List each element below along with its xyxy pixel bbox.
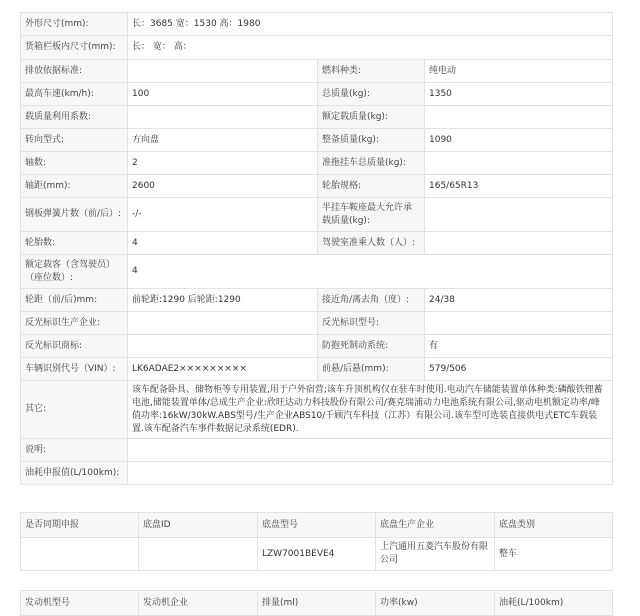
tires-label: 轮胎数: <box>21 232 128 255</box>
spec-row-fuel-consumption <box>21 462 613 485</box>
spec-row-steering <box>21 129 613 152</box>
chassis-header-cell: 是否同期申报 <box>21 513 139 538</box>
abs-value: 有 <box>425 335 613 358</box>
vin-value: LK6ADAE2××××××××× <box>128 358 318 381</box>
engine-header-cell: 发动机企业 <box>139 591 258 616</box>
rated-pass-label: 额定载客（含驾驶员）（座位数）: <box>21 255 128 289</box>
curb-mass-label: 整备质量(kg): <box>318 129 425 152</box>
spec-row-dimensions <box>21 13 613 36</box>
tire-spec-value: 165/65R13 <box>425 175 613 198</box>
load-util-value <box>128 106 318 129</box>
rated-load-label: 额定载质量(kg): <box>318 106 425 129</box>
engine-header-cell: 油耗(L/100km) <box>495 591 613 616</box>
chassis-header-cell: 底盘ID <box>139 513 258 538</box>
spec-row-note <box>21 439 613 462</box>
leaf-spring-label: 钢板弹簧片数（前/后）: <box>21 198 128 232</box>
spec-row-emission <box>21 60 613 83</box>
reflect-mfr-label: 反光标识生产企业: <box>21 312 128 335</box>
reflect-model-value <box>425 312 613 335</box>
engine-header-cell: 功率(kw) <box>376 591 495 616</box>
saddle-label: 半挂车鞍座最大允许承载质量(kg): <box>318 198 425 232</box>
vin-label: 车辆识别代号（VIN）: <box>21 358 128 381</box>
chassis-header-row <box>21 513 613 538</box>
chassis-data-row <box>21 538 613 571</box>
chassis-header-cell: 底盘类别 <box>495 513 613 538</box>
reflect-brand-value <box>128 335 318 358</box>
axles-value: 2 <box>128 152 318 175</box>
spec-row-vin <box>21 358 613 381</box>
steering-label: 转向型式: <box>21 129 128 152</box>
spec-row-speed <box>21 83 613 106</box>
rated-load-value <box>425 106 613 129</box>
reflect-model-label: 反光标识型号: <box>318 312 425 335</box>
approach-value: 24/38 <box>425 289 613 312</box>
approach-label: 接近角/离去角（度）: <box>318 289 425 312</box>
abs-label: 防抱死制动系统: <box>318 335 425 358</box>
speed-label: 最高车速(km/h): <box>21 83 128 106</box>
overhang-value: 579/506 <box>425 358 613 381</box>
saddle-value <box>425 198 613 232</box>
chassis-mfr-cell: 上汽通用五菱汽车股份有限公司 <box>376 538 495 571</box>
cargo-label: 货箱栏板内尺寸(mm): <box>21 36 128 60</box>
tow-mass-value <box>425 152 613 175</box>
engine-header-row <box>21 591 613 616</box>
total-mass-label: 总质量(kg): <box>318 83 425 106</box>
leaf-spring-value: -/- <box>128 198 318 232</box>
chassis-category-cell: 整车 <box>495 538 613 571</box>
rated-pass-value: 4 <box>128 255 613 289</box>
fuel-label: 燃料种类: <box>318 60 425 83</box>
cab-seats-label: 驾驶室准乘人数（人）: <box>318 232 425 255</box>
chassis-model-cell: LZW7001BEVE4 <box>258 538 376 571</box>
emission-value <box>128 60 318 83</box>
wheelbase-label: 轴距(mm): <box>21 175 128 198</box>
cab-seats-value <box>425 232 613 255</box>
engine-table <box>20 590 613 616</box>
tow-mass-label: 准拖挂车总质量(kg): <box>318 152 425 175</box>
engine-header-cell: 发动机型号 <box>21 591 139 616</box>
steering-value: 方向盘 <box>128 129 318 152</box>
spec-row-rated-passengers <box>21 255 613 289</box>
chassis-table <box>20 512 613 571</box>
spec-row-load-util <box>21 106 613 129</box>
engine-header-cell: 排量(ml) <box>258 591 376 616</box>
curb-mass-value: 1090 <box>425 129 613 152</box>
note-value <box>128 439 613 462</box>
axles-label: 轴数: <box>21 152 128 175</box>
reflect-mfr-value <box>128 312 318 335</box>
spec-row-reflect-brand <box>21 335 613 358</box>
track-value: 前轮距:1290 后轮距:1290 <box>128 289 318 312</box>
speed-value: 100 <box>128 83 318 106</box>
chassis-header-cell: 底盘型号 <box>258 513 376 538</box>
spec-row-track <box>21 289 613 312</box>
fuel-value: 纯电动 <box>425 60 613 83</box>
vehicle-spec-table <box>20 12 613 485</box>
wheelbase-value: 2600 <box>128 175 318 198</box>
chassis-cell <box>21 538 139 571</box>
load-util-label: 载质量利用系数: <box>21 106 128 129</box>
cargo-value: 长： 宽： 高： <box>128 36 613 60</box>
dims-label: 外形尺寸(mm): <box>21 13 128 36</box>
chassis-header-cell: 底盘生产企业 <box>376 513 495 538</box>
other-value: 该车配备卧具、储物柜等专用装置,用于户外宿营;该车升顶机构仅在驻车时使用.电动汽车储能装置单体种类:磷酸铁锂蓄电池,储能装置单体/总成生产企业:欣旺达动力科技股份有限公司/赛克瑞浦动力电池系统有限公司,驱动电机额定功率/峰值功率:16kW/30kW.ABS型号/生产企业ABS10/千顾汽车科技（江苏）有限公司.该车型可选装直接供电式ETC车载装置.该车配备汽车事件数据记录系统(EDR). <box>128 381 613 439</box>
spec-row-other <box>21 381 613 439</box>
tire-spec-label: 轮胎规格: <box>318 175 425 198</box>
reflect-brand-label: 反光标识商标: <box>21 335 128 358</box>
overhang-label: 前悬/后悬(mm): <box>318 358 425 381</box>
spec-row-tires <box>21 232 613 255</box>
fuel-cons-value <box>128 462 613 485</box>
spec-row-axles <box>21 152 613 175</box>
chassis-cell <box>139 538 258 571</box>
track-label: 轮距（前/后)mm: <box>21 289 128 312</box>
total-mass-value: 1350 <box>425 83 613 106</box>
spec-row-wheelbase <box>21 175 613 198</box>
spec-row-reflect-mfr <box>21 312 613 335</box>
note-label: 说明: <box>21 439 128 462</box>
emission-label: 排放依据标准: <box>21 60 128 83</box>
dims-value: 长：3685 宽：1530 高：1980 <box>128 13 613 36</box>
tires-value: 4 <box>128 232 318 255</box>
other-label: 其它: <box>21 381 128 439</box>
spec-row-leaf-spring <box>21 198 613 232</box>
spec-row-cargo <box>21 36 613 60</box>
fuel-cons-label: 油耗申报值(L/100km): <box>21 462 128 485</box>
